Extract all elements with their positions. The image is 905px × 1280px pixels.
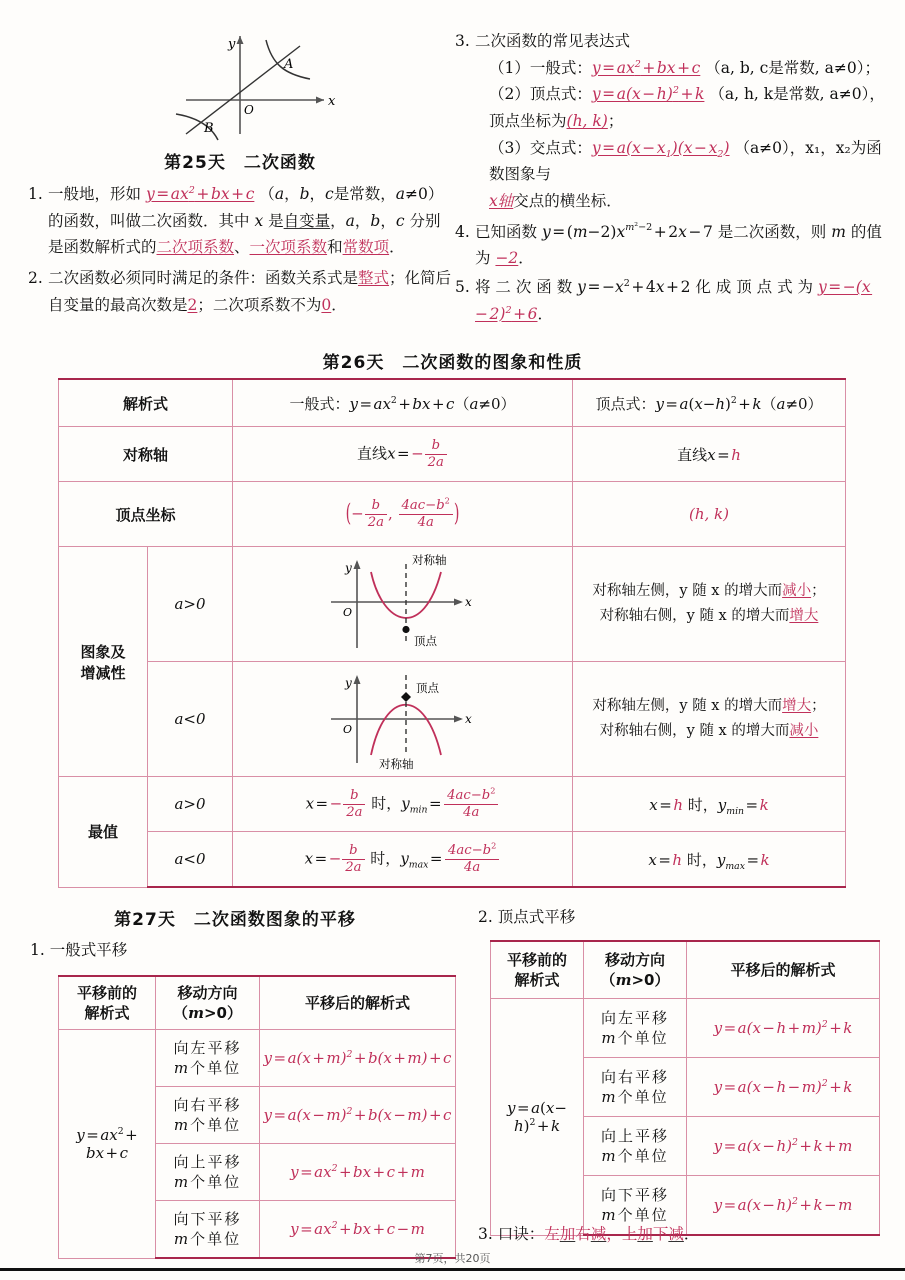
dir-line-1: 向右平移	[173, 1095, 242, 1114]
section3-index: 3.	[478, 1225, 493, 1243]
item-index: 2.	[28, 268, 43, 287]
sub-max: max	[725, 860, 745, 872]
graph-y-label: y	[344, 561, 352, 575]
cell-after-formula: y = $ax^2$ + bx + c − m	[260, 1201, 456, 1259]
graph-origin-label: O	[342, 606, 352, 619]
day27-section2-heading	[478, 905, 575, 927]
item4-end: ．	[518, 249, 534, 268]
item-body: 二次函数必须同时满足的条件：函数关系式是整式；化简后自变量的最高次数是2；二次项系数不为0．	[48, 268, 452, 314]
row-label-vertex-coord: 顶点坐标	[59, 482, 233, 547]
sub3-cond: （a≠0），x₁，x₂为函数图象与	[489, 138, 882, 184]
section1-title: 一般式平移	[49, 941, 128, 959]
cell-after-formula: y = a(x − m)$^2$ + b(x − m) + c	[260, 1087, 456, 1144]
table-row-vertex-coord	[59, 482, 846, 547]
day27-title: 第27天 二次函数图象的平移	[114, 910, 356, 930]
dir-line-1: 向右平移	[600, 1067, 669, 1086]
item-body: 已知函数 y = $(m-2)x^{m^2-2}$ + 2x − 7 是二次函数，则 m 的值为 −2．	[475, 221, 882, 268]
cell-general-max: x = − $\frac{b}{2a}$ 时，$y_{max}$ = $\frac{4ac-b^2}{4a}$	[233, 832, 573, 888]
quadratic-general-form: y = $ax^2$ + bx + c	[145, 184, 255, 203]
header-before-formula	[59, 976, 156, 1030]
table-row-extreme-a-pos	[59, 777, 846, 832]
mono-line-2	[574, 604, 844, 629]
cell-after-formula: y = a(x − h + m)$^2$ + k	[687, 999, 880, 1058]
cell-general-vertex-coord: (− $\frac{b}{2a}$ , $\frac{4ac-b^2}{4a}$ )	[233, 482, 573, 547]
item-body: 一般地，形如 y = $ax^2$ + bx + c （a，b，c是常数，a≠0）的函数，叫做二次函数．其中 x 是自变量，a，b，c 分别是函数解析式的二次项系数、一次项系数和常数项．	[48, 184, 444, 257]
fig-x-label: x	[328, 94, 336, 109]
row-label-axis: 对称轴	[59, 427, 233, 482]
cell-after-formula: y = a(x + m)$^2$ + b(x + m) + c	[260, 1030, 456, 1087]
day25-item-3	[455, 28, 885, 215]
hl-increase: 增大	[789, 608, 819, 624]
item-body: 将 二 次 函 数 y = $-x^2$ + 4x + 2 化 成 顶 点 式 为 y = −(x − 2)$^2$ + 6．	[475, 277, 873, 323]
section2-index: 2.	[478, 908, 493, 926]
cell-before-formula	[59, 1030, 156, 1259]
dir-line-1: 向上平移	[173, 1152, 242, 1171]
dir-line-2: m个单位	[173, 1173, 242, 1191]
hl-linear-coef: 一次项系数	[249, 238, 328, 257]
graph-vertex-label: 顶点	[413, 634, 437, 648]
item3-sub1	[489, 55, 885, 82]
table-header-row	[59, 976, 456, 1030]
graph-axis-symmetry-label: 对称轴	[378, 757, 413, 771]
label-line-1: 图象及	[80, 642, 126, 661]
cell-cond-a-positive: a>0	[148, 547, 233, 662]
formula-line-1: y = a(x−	[507, 1098, 567, 1117]
row-label-analytic: 解析式	[59, 379, 233, 427]
dir-line-1: 向左平移	[600, 1008, 669, 1027]
table-row-graph-a-neg	[59, 662, 846, 777]
cell-direction	[584, 999, 687, 1058]
label-line-2: 增减性	[80, 663, 126, 682]
hl-polynomial: 整式	[358, 268, 390, 287]
vertex-form-shift-table	[490, 940, 880, 1236]
header-after-formula: 平移后的解析式	[260, 976, 456, 1030]
header-direction	[584, 941, 687, 999]
cell-parabola-up-graph	[233, 547, 573, 662]
cell-direction	[156, 1144, 260, 1201]
day27-section3-mnemonic	[478, 1222, 699, 1244]
mono-text-pre: 对称轴右侧，y 随 x 的增大而	[599, 608, 790, 624]
table-header-row	[491, 941, 880, 999]
hl-constant-term: 常数项	[342, 238, 390, 257]
table-row-extreme-a-neg	[59, 832, 846, 888]
item-index: 1.	[28, 185, 43, 203]
cell-extreme-cond-a-negative: a<0	[148, 832, 233, 888]
sub1-cond: （a, b, c是常数, a≠0）；	[705, 58, 880, 77]
table-row	[491, 999, 880, 1058]
mono-text-end: ；	[811, 582, 826, 599]
mnemonic-down: 下	[652, 1225, 669, 1243]
mnemonic-sub-2: 减	[668, 1225, 684, 1243]
hl-x-axis: x轴	[489, 191, 514, 210]
vertex-coord-end: ；	[607, 111, 624, 130]
hl-decrease: 减小	[789, 723, 819, 739]
left-column	[28, 148, 452, 318]
sub-min: min	[409, 804, 428, 815]
fig-point-b-label: B	[204, 121, 214, 136]
sub1-formula: y = $ax^2$ + bx + c	[591, 58, 701, 77]
header-line-2: （m>0）	[173, 1004, 242, 1022]
mnemonic-add-2: 加	[637, 1225, 653, 1243]
sub-max: max	[408, 859, 429, 870]
day25-item-4	[455, 219, 885, 272]
cell-after-formula: y = a(x − h)$^2$ + k − m	[687, 1176, 880, 1236]
dir-line-1: 向下平移	[600, 1185, 669, 1204]
section1-index: 1.	[30, 941, 45, 959]
dir-line-1: 向下平移	[173, 1209, 242, 1228]
vertex-coord-label: 顶点坐标为	[489, 111, 567, 130]
sub3-tail: 交点的横坐标．	[513, 191, 622, 210]
graph-axis-symmetry-label: 对称轴	[411, 553, 446, 567]
item3-heading: 二次函数的常见表达式	[475, 32, 631, 50]
header-line-2: 解析式	[84, 1004, 130, 1022]
dir-line-2: m个单位	[601, 1088, 669, 1106]
item-index: 5.	[455, 277, 470, 296]
item-body	[475, 28, 885, 215]
hl-increase: 增大	[782, 697, 812, 714]
item-index: 4.	[455, 222, 470, 241]
day26-title: 第26天 二次函数的图象和性质	[322, 353, 583, 373]
cell-vertex-analytic: 顶点式：y = $a(x-h)^2$ + k（a≠0）	[573, 379, 846, 427]
sub3-label: （3）交点式：	[489, 138, 592, 157]
item5-end: ．	[537, 304, 554, 323]
cell-vertex-min: x = h 时，$y_{min}$ = k	[573, 777, 846, 832]
cell-monotonic-a-positive	[573, 547, 846, 662]
mono-text-pre: 对称轴右侧，y 随 x 的增大而	[599, 723, 790, 739]
sub1-label: （1）一般式：	[489, 58, 592, 77]
mono-line-1	[574, 579, 844, 604]
mono-line-2	[574, 719, 844, 744]
dir-line-2: m个单位	[173, 1059, 242, 1077]
day25-item-1	[28, 181, 452, 261]
header-line-1: 移动方向	[177, 983, 238, 1002]
page-footer: 第7页，共20页	[414, 1252, 491, 1265]
sub2-label: （2）顶点式：	[489, 85, 592, 104]
header-line-2: （m>0）	[600, 971, 670, 989]
dir-line-1: 向上平移	[600, 1126, 669, 1145]
mono-text-pre: 对称轴左侧，y 随 x 的增大而	[592, 582, 783, 599]
item3-sub3-tail	[489, 188, 885, 215]
header-line-1: 平移前的	[506, 950, 567, 969]
graph-x-label: x	[464, 712, 472, 726]
header-after-formula: 平移后的解析式	[687, 941, 880, 999]
footer-rule	[0, 1268, 905, 1271]
cell-monotonic-a-negative	[573, 662, 846, 777]
item3-sub3	[489, 135, 885, 188]
cell-vertex-max: x = h 时，$y_{max}$ = k	[573, 832, 846, 888]
mnemonic-up: ，上	[606, 1225, 638, 1243]
table-row-graph-a-pos	[59, 547, 846, 662]
fig-y-label: y	[228, 37, 236, 52]
fig-origin-label: O	[244, 103, 254, 117]
section3-label: 口诀：	[497, 1225, 545, 1243]
cell-general-analytic: 一般式：y = $ax^2$ + bx + c（a≠0）	[233, 379, 573, 427]
quadratic-properties-table	[58, 378, 846, 888]
hl-degree-2: 2	[187, 295, 198, 314]
cell-after-formula: y = a(x − h)$^2$ + k + m	[687, 1117, 880, 1176]
cell-extreme-cond-a-positive: a>0	[148, 777, 233, 832]
day25-item-2	[28, 265, 452, 318]
dir-line-2: m个单位	[173, 1116, 242, 1134]
sub-min: min	[726, 805, 745, 817]
mnemonic-add-1: 加	[559, 1225, 576, 1243]
graph-y-label: y	[344, 676, 352, 690]
day25-title: 第25天 二次函数	[164, 153, 316, 173]
formula-line-1: y = $ax^2$ +	[76, 1125, 138, 1144]
sub3-formula: y = a(x − $x_1)(x$ − $x_2$)	[591, 138, 730, 160]
header-line-1: 平移前的	[76, 983, 137, 1002]
table-row	[59, 1030, 456, 1087]
table-row-axis	[59, 427, 846, 482]
header-before-formula	[491, 941, 584, 999]
cell-vertex-axis: 直线x = h	[573, 427, 846, 482]
row-label-graph-monotonic	[59, 547, 148, 777]
cell-vertex-vertex-coord: (h, k)	[573, 482, 846, 547]
graph-x-label: x	[464, 595, 472, 609]
hl-not-zero: 0	[321, 295, 332, 314]
cell-cond-a-negative: a<0	[148, 662, 233, 777]
header-line-1: 移动方向	[604, 950, 665, 969]
header-direction	[156, 976, 260, 1030]
hl-independent-variable: 自变量	[283, 211, 331, 230]
cell-direction	[584, 1117, 687, 1176]
formula-line-2: h)$^2$ + k	[513, 1116, 561, 1135]
row-label-extreme: 最值	[59, 777, 148, 888]
parabola-opening-down-diagram	[313, 663, 493, 771]
mono-line-1	[574, 694, 844, 719]
mnemonic-left: 左	[544, 1225, 560, 1243]
cell-general-axis: 直线x = − $\frac{b}{2a}$	[233, 427, 573, 482]
hl-quadratic-coef: 二次项系数	[156, 238, 235, 257]
dir-line-2: m个单位	[601, 1206, 669, 1224]
mnemonic-right: 右	[575, 1225, 591, 1243]
header-line-2: 解析式	[514, 971, 560, 989]
item5-answer: y = −(x − 2)$^2$ + 6	[475, 277, 873, 323]
cell-direction	[584, 1058, 687, 1117]
cell-general-min: x = − $\frac{b}{2a}$ 时，$y_{min}$ = $\frac{4ac-b^2}{4a}$	[233, 777, 573, 832]
table-row-analytic	[59, 379, 846, 427]
sub2-formula: y = a(x − h)$^2$ + k	[591, 85, 705, 104]
section2-title: 顶点式平移	[497, 908, 576, 926]
graph-origin-label: O	[342, 723, 352, 736]
fig-point-a-label: A	[284, 57, 294, 72]
mono-text-end: ；	[811, 697, 826, 714]
item3-sub2-tail	[489, 108, 885, 135]
day25-item-5	[455, 274, 885, 327]
dir-line-2: m个单位	[173, 1230, 242, 1248]
dir-line-2: m个单位	[601, 1029, 669, 1047]
cell-before-formula	[491, 999, 584, 1236]
item4-answer: −2	[495, 249, 519, 268]
formula-line-2: bx + c	[85, 1143, 129, 1162]
cell-after-formula: y = $ax^2$ + bx + c + m	[260, 1144, 456, 1201]
cell-direction	[156, 1087, 260, 1144]
day27-section1-heading	[30, 938, 127, 960]
mnemonic-end: ．	[683, 1225, 700, 1243]
general-form-shift-table	[58, 975, 456, 1259]
sub2-cond: （a, h, k是常数, a≠0），	[709, 85, 885, 104]
right-column	[455, 28, 885, 327]
dir-line-1: 向左平移	[173, 1038, 242, 1057]
vertex-coord-value: (h, k)	[566, 111, 608, 130]
hyperbola-line-figure	[168, 22, 358, 142]
cell-after-formula: y = a(x − h − m)$^2$ + k	[687, 1058, 880, 1117]
graph-vertex-label: 顶点	[415, 681, 439, 695]
item-index: 3.	[455, 32, 470, 50]
parabola-opening-up-diagram	[313, 550, 493, 654]
cell-direction	[156, 1030, 260, 1087]
item3-sub2	[489, 81, 885, 108]
mono-text-pre: 对称轴左侧，y 随 x 的增大而	[592, 697, 783, 714]
mnemonic-sub-1: 减	[590, 1225, 607, 1243]
dir-line-2: m个单位	[601, 1147, 669, 1165]
hl-decrease: 减小	[782, 582, 812, 599]
cell-parabola-down-graph	[233, 662, 573, 777]
